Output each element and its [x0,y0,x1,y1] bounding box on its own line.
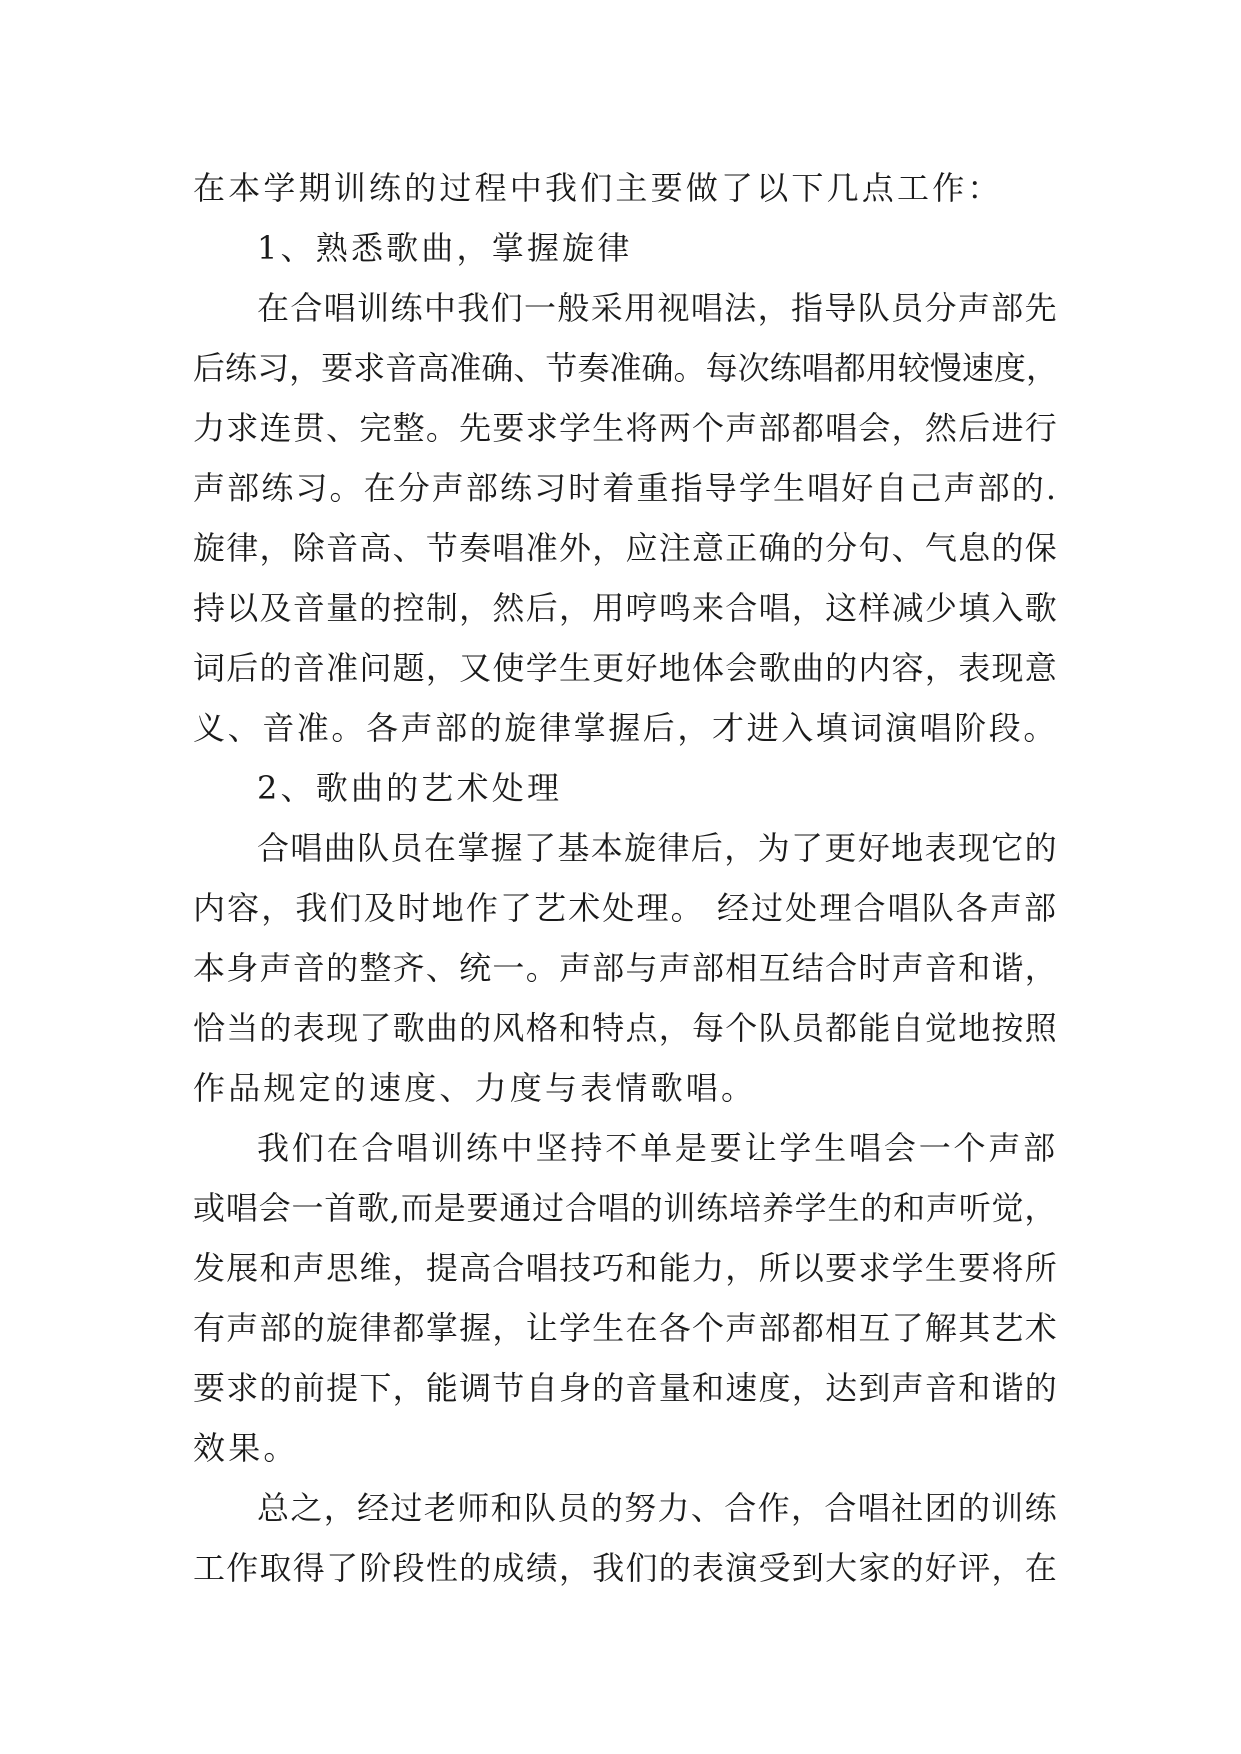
text-line: 在合唱训练中我们一般采用视唱法，指导队员分声部先 [257,289,1059,327]
text-line: 后练习，要求音高准确、节奏准确。每次练唱都用较慢速度， [193,349,1059,387]
section-heading: 1、熟悉歌曲，掌握旋律 [257,229,633,267]
text-line: 我们在合唱训练中坚持不单是要让学生唱会一个声部 [257,1129,1059,1167]
text-line: 发展和声思维，提高合唱技巧和能力，所以要求学生要将所 [193,1249,1059,1287]
text-line: 本身声音的整齐、统一。声部与声部相互结合时声音和谐， [193,949,1059,987]
text-line: 词后的音准问题，又使学生更好地体会歌曲的内容，表现意 [193,649,1059,687]
text-line: 总之，经过老师和队员的努力、合作，合唱社团的训练 [257,1489,1059,1527]
text-line: 工作取得了阶段性的成绩，我们的表演受到大家的好评，在 [193,1549,1059,1587]
text-line: 作品规定的速度、力度与表情歌唱。 [193,1069,757,1107]
text-line: 旋律，除音高、节奏唱准外，应注意正确的分句、气息的保 [193,529,1059,567]
text-line: 持以及音量的控制，然后，用哼鸣来合唱，这样减少填入歌 [193,589,1059,627]
section-heading: 2、歌曲的艺术处理 [257,769,563,807]
text-line: 恰当的表现了歌曲的风格和特点，每个队员都能自觉地按照 [193,1009,1059,1047]
document-body [193,158,1063,1598]
text-line: 效果。 [193,1429,299,1467]
text-line: 内容，我们及时地作了艺术处理。 经过处理合唱队各声部 [193,889,1059,927]
text-line: 合唱曲队员在掌握了基本旋律后，为了更好地表现它的 [257,829,1059,867]
text-line: 有声部的旋律都掌握，让学生在各个声部都相互了解其艺术 [193,1309,1059,1347]
text-line: 要求的前提下，能调节自身的音量和速度，达到声音和谐的 [193,1369,1059,1407]
text-line: 或唱会一首歌,而是要通过合唱的训练培养学生的和声听觉， [193,1189,1058,1227]
text-line: 力求连贯、完整。先要求学生将两个声部都唱会，然后进行 [193,409,1059,447]
text-line: 义、音准。各声部的旋律掌握后，才进入填词演唱阶段。 [193,709,1059,747]
text-line: 声部练习。在分声部练习时着重指导学生唱好自己声部的. [193,469,1059,507]
text-line: 在本学期训练的过程中我们主要做了以下几点工作： [193,169,1003,207]
